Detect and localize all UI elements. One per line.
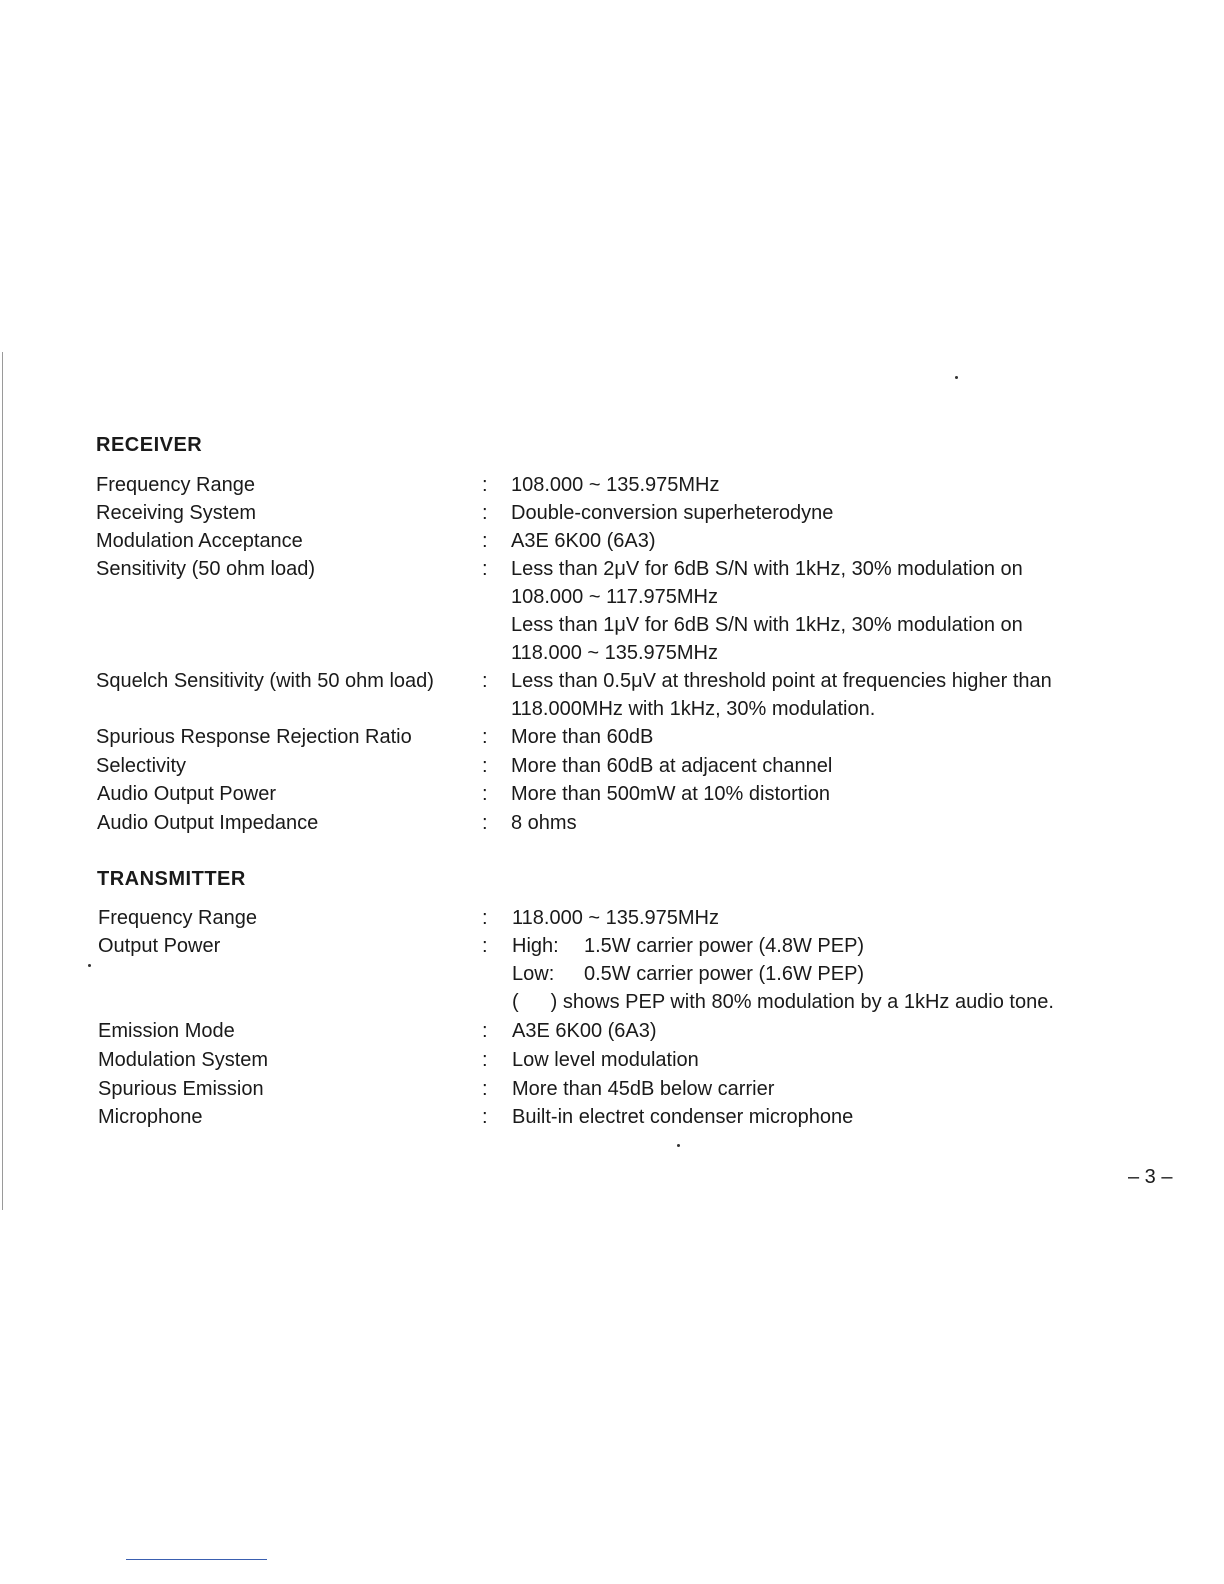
- spec-row: [0, 471, 1224, 499]
- low-label: Low:: [512, 963, 555, 985]
- spec-value-continuation: Less than 1μV for 6dB S/N with 1kHz, 30% modulation on: [511, 614, 1023, 636]
- pep-note-text: ) shows PEP with 80% modulation by a 1kHz audio tone.: [550, 991, 1054, 1013]
- spec-label: Receiving System: [96, 502, 257, 524]
- spec-separator: :: [482, 783, 488, 805]
- spec-row: [0, 904, 1224, 932]
- spec-separator: :: [482, 474, 488, 496]
- spec-value: More than 60dB: [511, 726, 654, 748]
- spec-value: More than 500mW at 10% distortion: [511, 783, 831, 805]
- spec-label: Modulation System: [98, 1049, 269, 1071]
- spec-separator: :: [482, 530, 488, 552]
- spec-label: Microphone: [98, 1106, 203, 1128]
- scan-bottom-line: [126, 1559, 267, 1560]
- spec-row: [0, 1075, 1224, 1103]
- spec-row: [0, 809, 1224, 837]
- transmitter-heading: TRANSMITTER: [97, 868, 246, 890]
- receiver-heading: RECEIVER: [96, 434, 203, 456]
- spec-row: [0, 667, 1224, 695]
- spec-value: A3E 6K00 (6A3): [511, 530, 656, 552]
- spec-value: 108.000 ~ 135.975MHz: [511, 474, 720, 496]
- spec-label: Audio Output Impedance: [97, 812, 319, 834]
- spec-value-low: [512, 960, 864, 988]
- high-label: High:: [512, 935, 559, 957]
- low-value: 0.5W carrier power (1.6W PEP): [584, 963, 865, 985]
- spec-separator: :: [482, 670, 488, 692]
- spec-value: 118.000 ~ 135.975MHz: [512, 907, 720, 929]
- spec-label: Frequency Range: [98, 907, 257, 929]
- spec-separator: :: [482, 1106, 488, 1128]
- spec-value: A3E 6K00 (6A3): [512, 1020, 657, 1042]
- spec-separator: :: [482, 907, 488, 929]
- spec-separator: :: [482, 755, 488, 777]
- spec-value: More than 45dB below carrier: [512, 1078, 775, 1100]
- spec-label: Selectivity: [96, 755, 187, 777]
- spec-row: [0, 723, 1224, 751]
- spec-label: Frequency Range: [96, 474, 255, 496]
- spec-value-continuation: 108.000 ~ 117.975MHz: [511, 586, 719, 608]
- spec-row: [0, 752, 1224, 780]
- spec-label: Squelch Sensitivity (with 50 ohm load): [96, 670, 434, 692]
- spec-label: Sensitivity (50 ohm load): [96, 558, 315, 580]
- spec-label: Modulation Acceptance: [96, 530, 303, 552]
- spec-separator: :: [482, 558, 488, 580]
- spec-row: [0, 527, 1224, 555]
- spec-value: 8 ohms: [511, 812, 577, 834]
- pep-note: [512, 988, 1054, 1016]
- spec-label: Spurious Response Rejection Ratio: [96, 726, 412, 748]
- spec-value: Less than 2μV for 6dB S/N with 1kHz, 30% modulation on: [511, 558, 1023, 580]
- spec-label: Emission Mode: [98, 1020, 235, 1042]
- spec-row: [0, 1103, 1224, 1131]
- spec-row: [0, 1017, 1224, 1045]
- scan-speck: [88, 964, 91, 967]
- spec-row: [0, 499, 1224, 527]
- scan-speck: [677, 1144, 680, 1147]
- spec-separator: :: [482, 935, 488, 957]
- spec-separator: :: [482, 1020, 488, 1042]
- spec-separator: :: [482, 726, 488, 748]
- spec-value-continuation: 118.000MHz with 1kHz, 30% modulation.: [511, 698, 876, 720]
- spec-separator: :: [482, 812, 488, 834]
- spec-row: [0, 1046, 1224, 1074]
- spec-value: More than 60dB at adjacent channel: [511, 755, 833, 777]
- spec-separator: :: [482, 1049, 488, 1071]
- spec-value: Less than 0.5μV at threshold point at frequencies higher than: [511, 670, 1052, 692]
- spec-label: Output Power: [98, 935, 221, 957]
- spec-label: Spurious Emission: [98, 1078, 264, 1100]
- spec-separator: :: [482, 1078, 488, 1100]
- spec-label: Audio Output Power: [97, 783, 276, 805]
- spec-value: Low level modulation: [512, 1049, 699, 1071]
- spec-separator: :: [482, 502, 488, 524]
- page-number: – 3 –: [1128, 1166, 1173, 1188]
- spec-row: [0, 932, 1224, 960]
- spec-value: Double-conversion superheterodyne: [511, 502, 834, 524]
- spec-value-continuation: 118.000 ~ 135.975MHz: [511, 642, 719, 664]
- pep-note-open-paren: (: [512, 991, 519, 1013]
- scan-speck: [955, 376, 958, 379]
- high-value: 1.5W carrier power (4.8W PEP): [584, 935, 865, 957]
- spec-value-high: [512, 932, 864, 960]
- spec-row: [0, 555, 1224, 583]
- spec-value: Built-in electret condenser microphone: [512, 1106, 854, 1128]
- spec-row: [0, 780, 1224, 808]
